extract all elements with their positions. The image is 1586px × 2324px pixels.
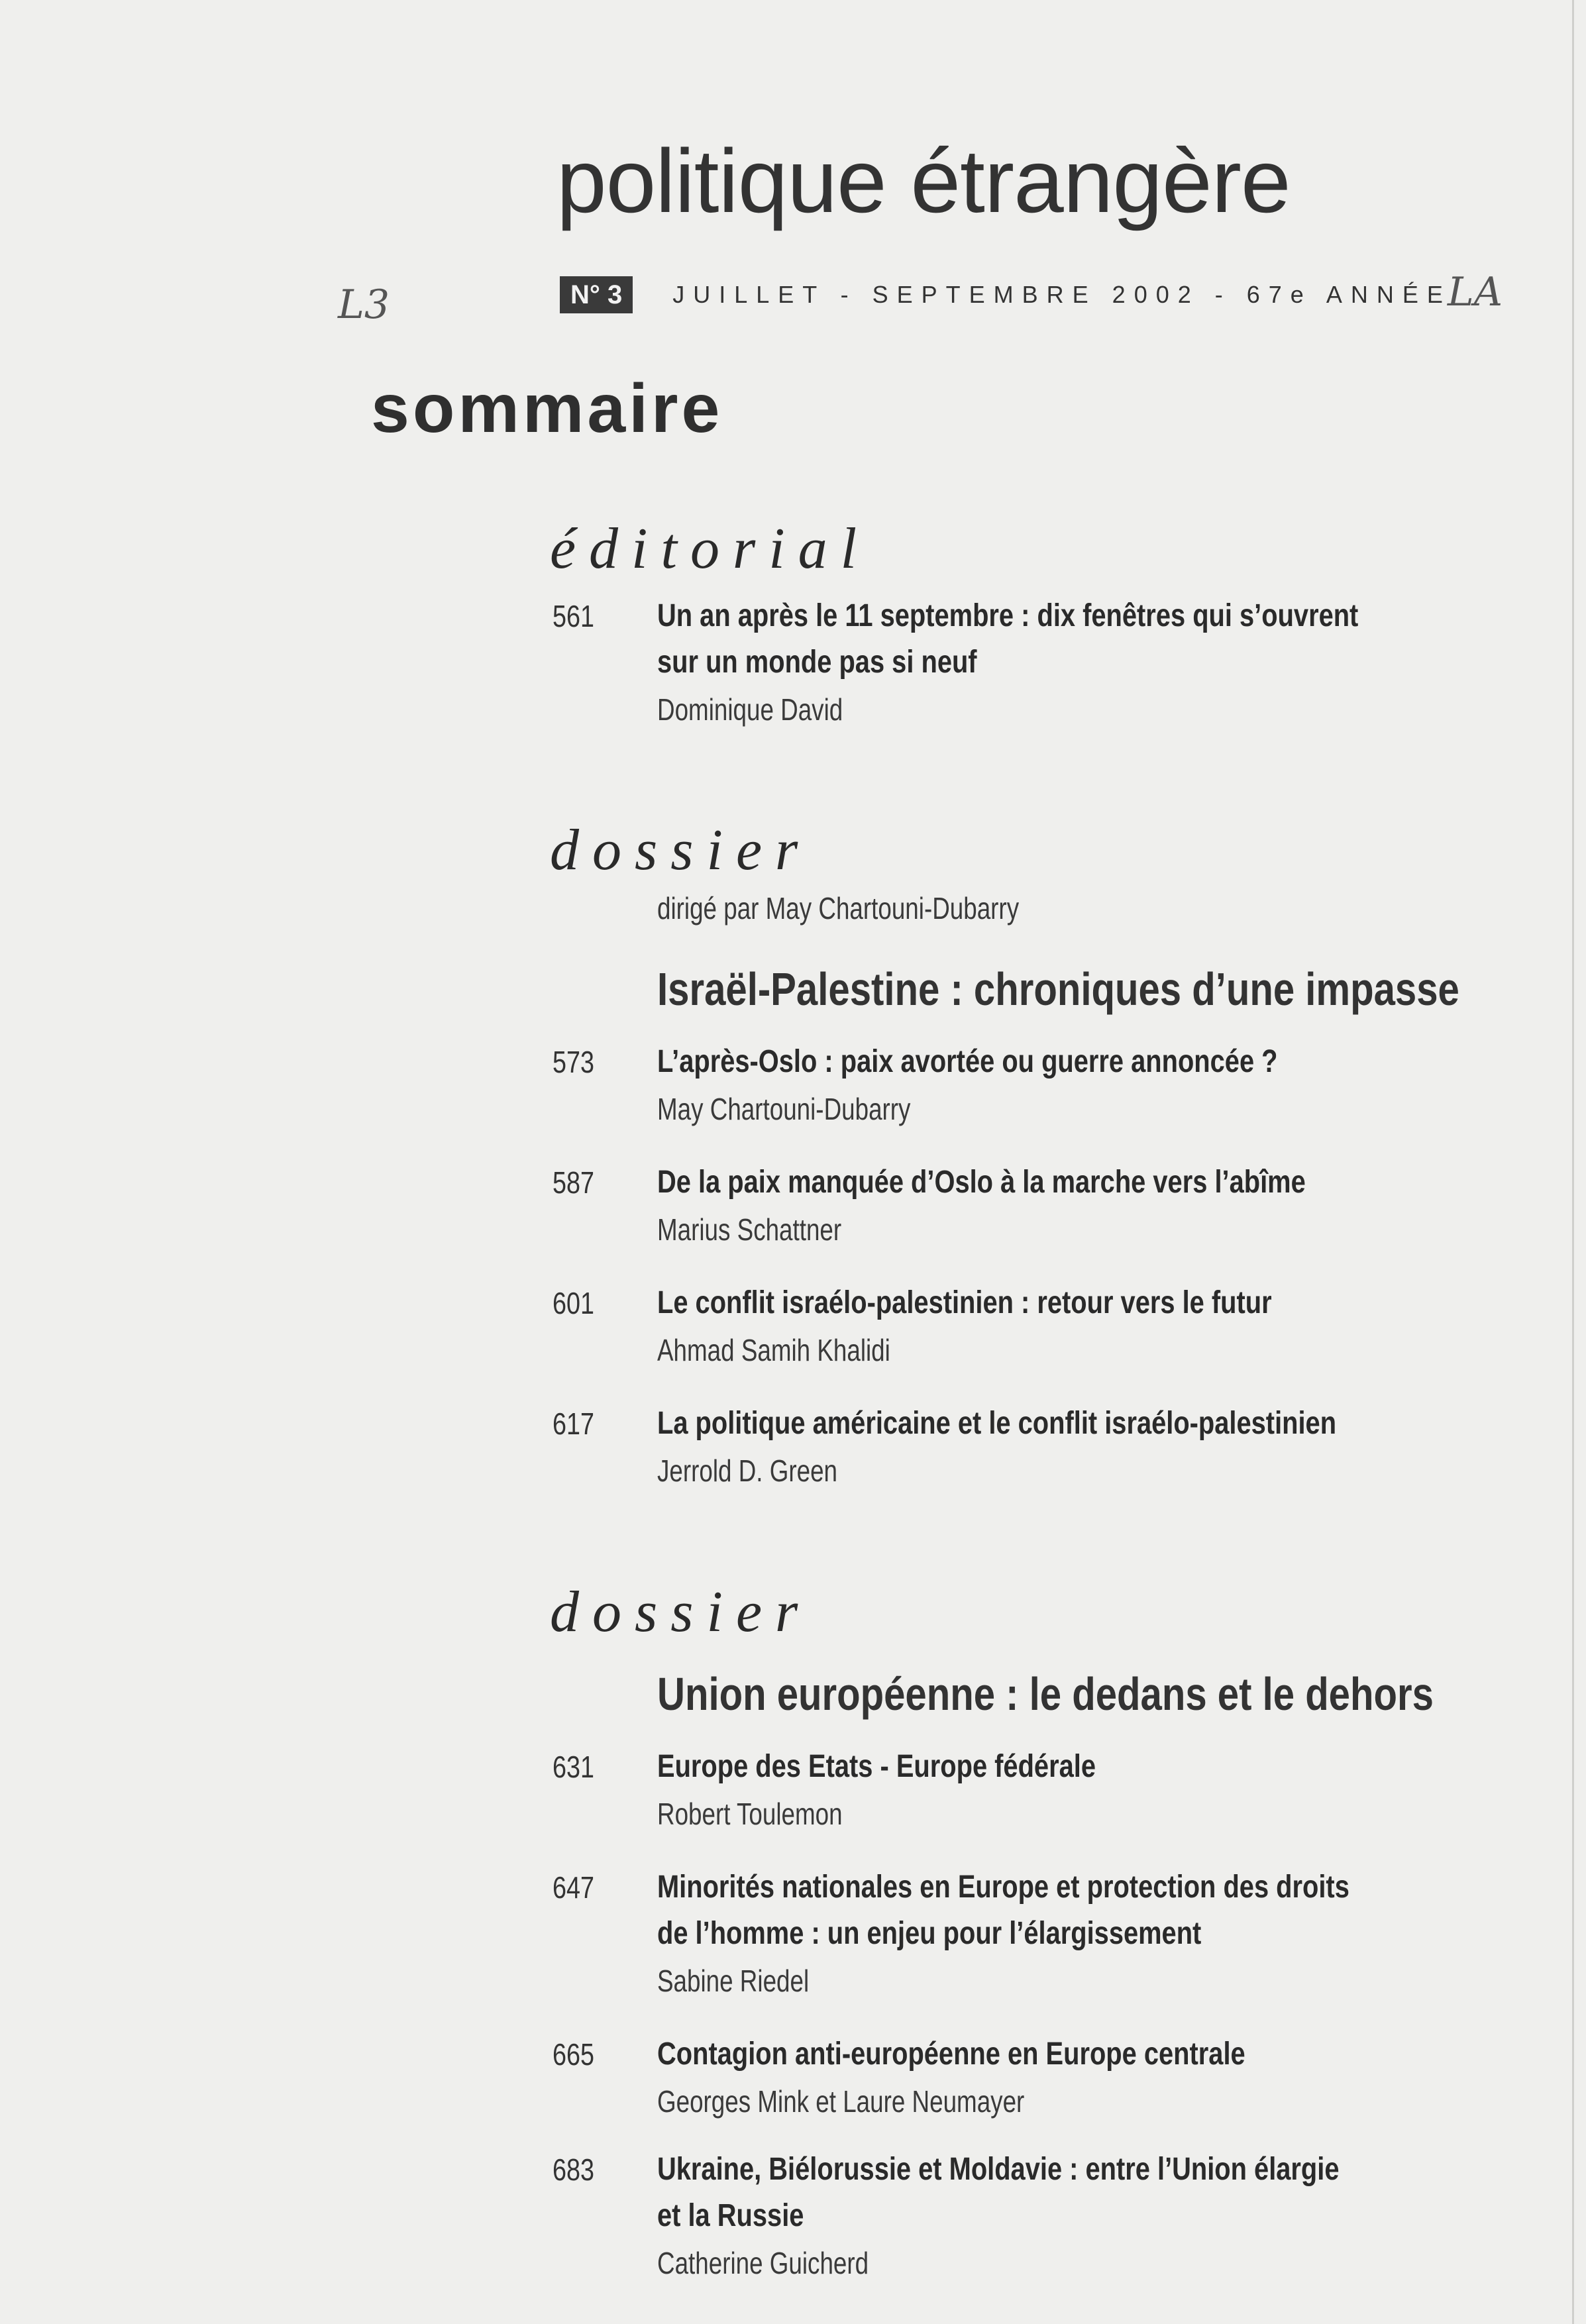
entry-page-number: 665: [553, 2037, 594, 2072]
entry-page-number: 683: [553, 2152, 594, 2187]
handwritten-note-right: LA: [1447, 269, 1503, 315]
entry-title: Contagion anti-européenne en Europe centrale: [657, 2036, 1245, 2072]
entry-author: Robert Toulemon: [657, 1797, 843, 1831]
contents-heading: sommaire: [371, 370, 723, 447]
entry-author: Marius Schattner: [657, 1212, 842, 1247]
entry-title: Le conflit israélo-palestinien : retour vers le futur: [657, 1285, 1272, 1320]
entry-title: Europe des Etats - Europe fédérale: [657, 1749, 1096, 1784]
journal-title: politique étrangère: [556, 131, 1291, 231]
issue-info: [560, 269, 1503, 315]
entry-title: La politique américaine et le conflit israélo-palestinien: [657, 1406, 1337, 1441]
dossier-director: dirigé par May Chartouni-Dubarry: [657, 891, 1020, 925]
entry-author: Jerrold D. Green: [657, 1453, 838, 1488]
entry-author: May Chartouni-Dubarry: [657, 1092, 911, 1126]
entry-page-number: 573: [553, 1045, 594, 1079]
entry-page-number: 647: [553, 1870, 594, 1905]
entry-title: Un an après le 11 septembre : dix fenêtres qui s’ouvrent sur un monde pas si neuf: [657, 598, 1359, 680]
issue-number-badge: N° 3: [560, 276, 633, 313]
entry-page-number: 587: [553, 1165, 594, 1200]
dossier-theme-title: Union européenne : le dedans et le dehors: [657, 1668, 1434, 1720]
entry-page-number: 631: [553, 1750, 594, 1784]
entry-title: Ukraine, Biélorussie et Moldavie : entre l’Union élargie et la Russie: [657, 2152, 1340, 2233]
entry-title: L’après-Oslo : paix avortée ou guerre annoncée ?: [657, 1044, 1278, 1079]
entry-title: Minorités nationales en Europe et protection des droits de l’homme : un enjeu pour l’élargissement: [657, 1870, 1349, 1951]
dossier-theme-title: Israël-Palestine : chroniques d’une impasse: [657, 963, 1459, 1015]
entry-author: Sabine Riedel: [657, 1964, 810, 1998]
entry-author: Catherine Guicherd: [657, 2246, 869, 2280]
section-label-dossier-2: dossier: [550, 1580, 812, 1644]
entry-author: Georges Mink et Laure Neumayer: [657, 2084, 1025, 2119]
entry-title: De la paix manquée d’Oslo à la marche vers l’abîme: [657, 1165, 1306, 1200]
issue-date: JUILLET - SEPTEMBRE 2002 - 67e ANNÉE: [672, 281, 1452, 308]
section-label-dossier-1: dossier: [550, 818, 812, 882]
section-label-editorial: éditorial: [550, 517, 871, 581]
entry-author: Dominique David: [657, 692, 843, 727]
entry-page-number: 617: [553, 1406, 594, 1441]
handwritten-note-left: L3: [338, 282, 390, 328]
entry-author: Ahmad Samih Khalidi: [657, 1333, 890, 1367]
entry-page-number: 601: [553, 1286, 594, 1320]
entry-page-number: 561: [553, 599, 594, 633]
